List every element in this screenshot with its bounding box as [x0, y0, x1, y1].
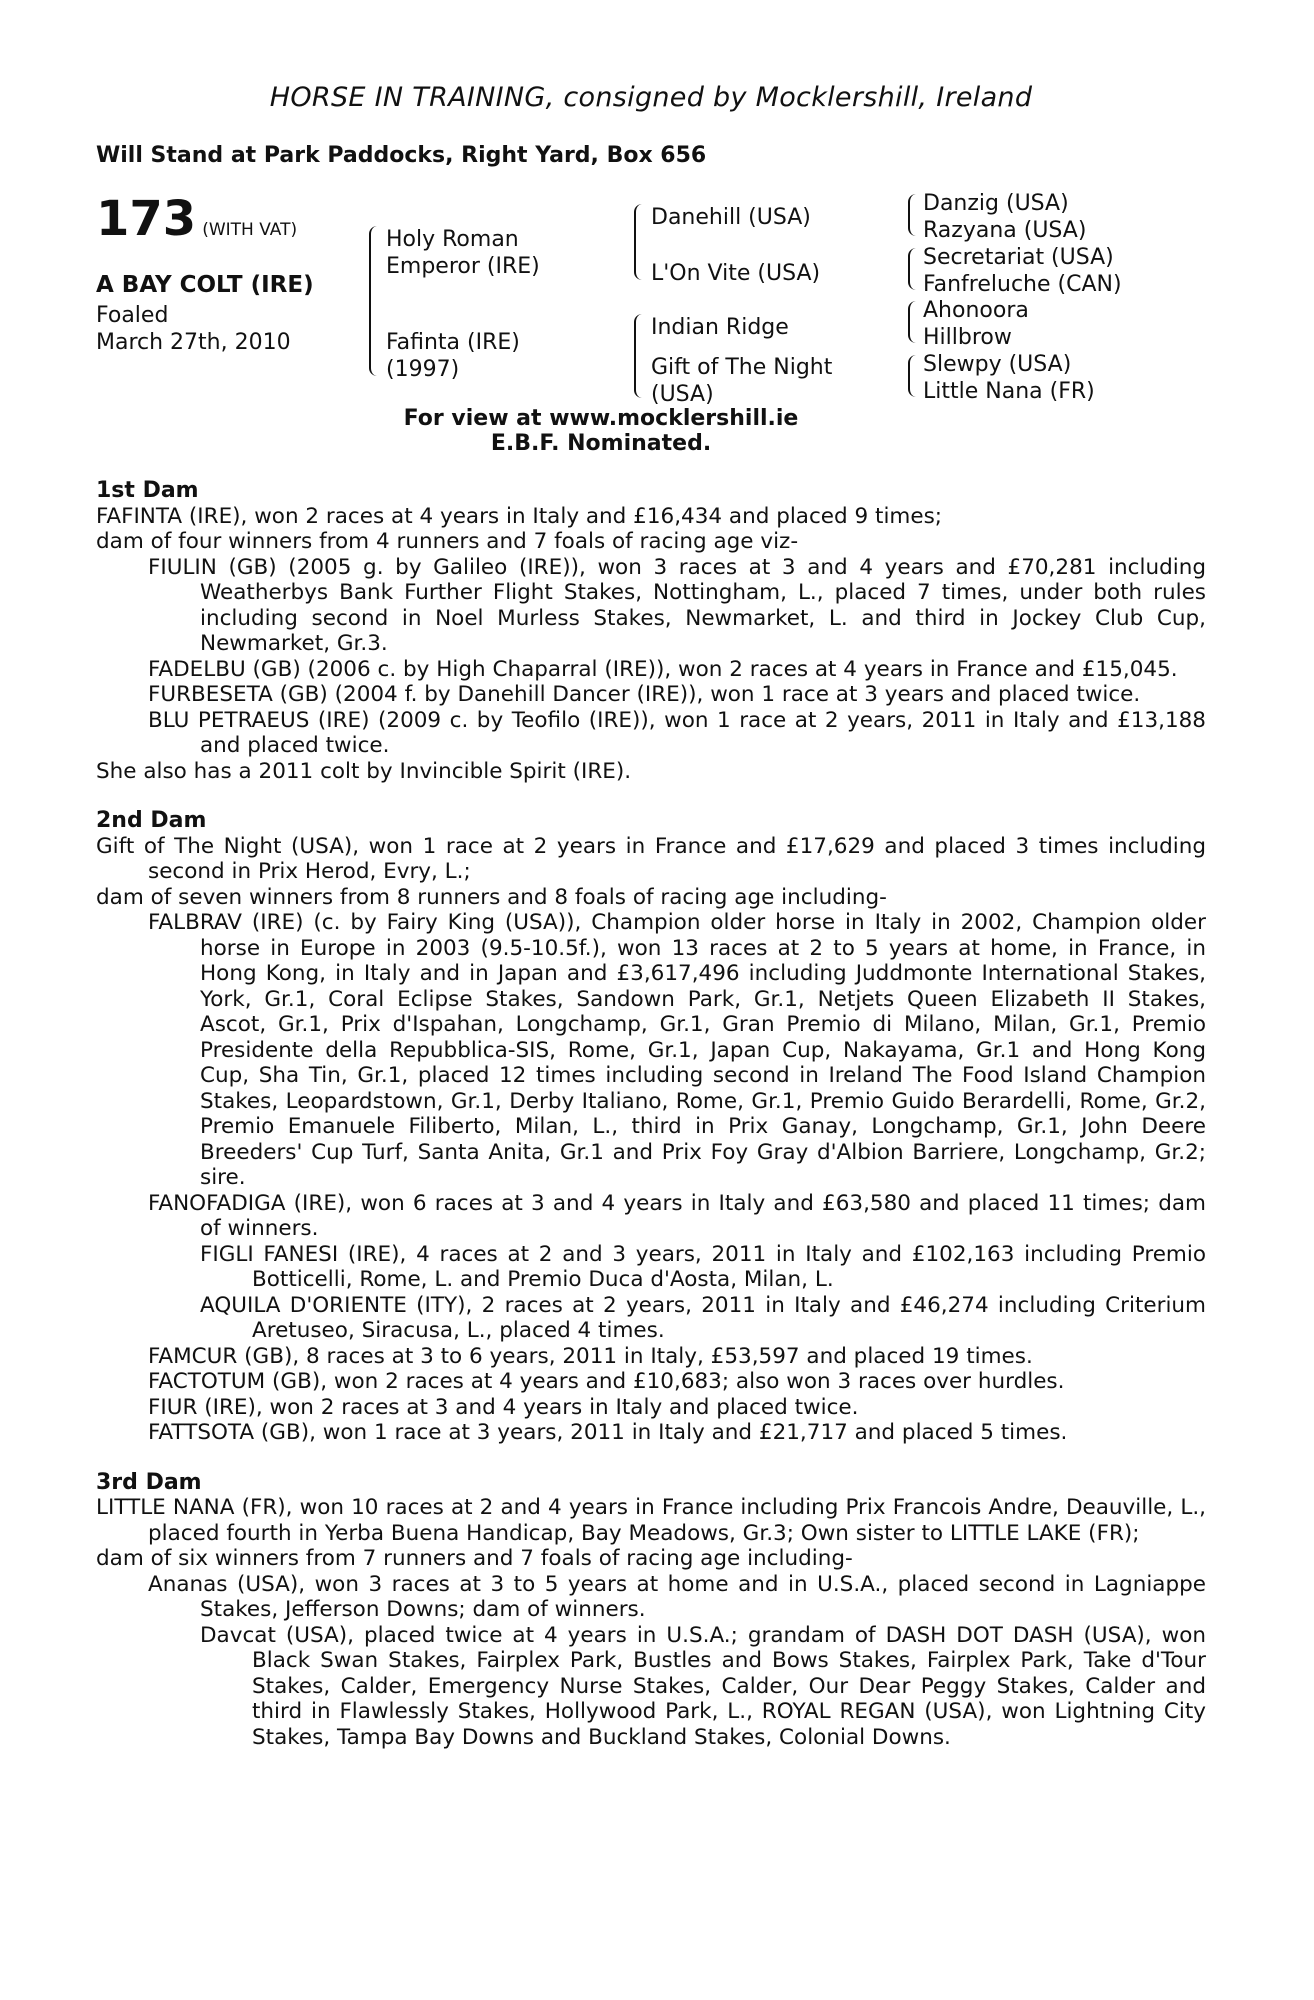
pedigree-sire-sire: Danehill (USA) — [651, 205, 811, 230]
produce-entry: AQUILA D'ORIENTE (ITY), 2 races at 2 years, 2011 in Italy and £46,274 including Criterium Aretuseo, Siracusa, L., placed 4 times. — [200, 1292, 1206, 1343]
produce-entry: FALBRAV (IRE) (c. by Fairy King (USA)), Champion older horse in Italy in 2002, Champion older horse in Europe in 2003 (9.5-10.5f.), won 13 races at 2 to 5 years at home, in France, in Hong Kong, in Italy and in Japan and £3,617,496 including Juddmonte International Stakes, York, Gr.1, Coral Eclipse Stakes, Sandown Park, Gr.1, Netjets Queen Elizabeth II Stakes, Ascot, Gr.1, Prix d'Ispahan, Longchamp, Gr.1, Gran Premio di Milano, Milan, Gr.1, Premio Presidente della Repubblica-SIS, Rome, Gr.1, Japan Cup, Nakayama, Gr.1 and Hong Kong Cup, Sha Tin, Gr.1, placed 12 times including second in Ireland The Food Island Champion Stakes, Leopardstown, Gr.1, Derby Italiano, Rome, Gr.1, Premio Guido Berardelli, Rome, Gr.2, Premio Emanuele Filiberto, Milan, L., third in Prix Ganay, Longchamp, Gr.1, John Deere Breeders' Cup Turf, Santa Anita, Gr.1 and Prix Foy Gray d'Albion Barriere, Longchamp, Gr.2; sire. — [148, 910, 1206, 1190]
pedigree-bracket — [908, 248, 917, 290]
produce-entry: FURBESETA (GB) (2004 f. by Danehill Dancer (IRE)), won 1 race at 3 years and placed twice. — [148, 682, 1141, 707]
produce-entry: FANOFADIGA (IRE), won 6 races at 3 and 4 years in Italy and £63,580 and placed 11 times; dam of winners. — [148, 1190, 1206, 1241]
dam-heading: 1st Dam — [96, 478, 199, 503]
pedigree-bracket — [634, 204, 643, 280]
pedigree-dam: Fafinta (IRE) — [386, 330, 520, 355]
pedigree-bracket — [908, 301, 917, 343]
dam-produce-summary: dam of seven winners from 8 runners and 8 foals of racing age including- — [96, 884, 887, 910]
stand-location: Will Stand at Park Paddocks, Right Yard, Box 656 — [96, 143, 707, 168]
dam-section-3 — [96, 1470, 1206, 1751]
produce-entry: FATTSOTA (GB), won 1 race at 3 years, 2011 in Italy and £21,717 and placed 5 times. — [148, 1420, 1068, 1445]
pedigree-bracket — [908, 355, 917, 397]
pedigree-bracket — [908, 194, 917, 236]
pedigree-sdd: Fanfreluche (CAN) — [923, 272, 1122, 297]
ebf-note: E.B.F. Nominated. — [490, 431, 712, 456]
dam-heading: 3rd Dam — [96, 1469, 202, 1495]
produce-entry: FIUR (IRE), won 2 races at 3 and 4 years in Italy and placed twice. — [148, 1394, 859, 1420]
produce-entry: Davcat (USA), placed twice at 4 years in U.S.A.; grandam of DASH DOT DASH (USA), won Black Swan Stakes, Fairplex Park, Bustles and Bows Stakes, Fairplex Park, Take d'Tour Stakes, Calder, Emergency Nurse Stakes, Calder, Our Dear Peggy Stakes, Calder and third in Flawlessly Stakes, Hollywood Park, L., ROYAL REGAN (USA), won Lightning City Stakes, Tampa Bay Downs and Buckland Stakes, Colonial Downs. — [200, 1622, 1206, 1750]
lot-description: A BAY COLT (IRE) — [96, 272, 314, 298]
dam-intro: FAFINTA (IRE), won 2 races at 4 years in Italy and £16,434 and placed 9 times; — [96, 503, 943, 529]
produce-entry: FADELBU (GB) (2006 c. by High Chaparral (IRE)), won 2 races at 4 years in France and £15,045. — [148, 656, 1178, 682]
foaled-date: March 27th, 2010 — [96, 330, 291, 355]
pedigree-bracket — [369, 226, 378, 376]
pedigree-ssd: Razyana (USA) — [923, 218, 1087, 243]
dam-produce-summary: dam of four winners from 4 runners and 7 foals of racing age viz- — [96, 529, 799, 554]
produce-entry: FAMCUR (GB), 8 races at 3 to 6 years, 2011 in Italy, £53,597 and placed 19 times. — [148, 1343, 1033, 1369]
produce-entry: BLU PETRAEUS (IRE) (2009 c. by Teofilo (IRE)), won 1 race at 2 years, 2011 in Italy and £13,188 and placed twice. — [148, 707, 1206, 758]
dam-section-1 — [96, 478, 1206, 784]
pedigree-bracket — [634, 314, 643, 398]
pedigree-ddd: Little Nana (FR) — [923, 379, 1095, 404]
produce-entry: FIULIN (GB) (2005 g. by Galileo (IRE)), won 3 races at 3 and 4 years and £70,281 including Weatherbys Bank Further Flight Stakes, Nottingham, L., placed 7 times, under both rules including second in Noel Murless Stakes, Newmarket, L. and third in Jockey Club Cup, Newmarket, Gr.3. — [148, 554, 1206, 656]
pedigree-dam-year: (1997) — [386, 357, 460, 382]
pedigree-dam-dam-country: (USA) — [651, 382, 714, 407]
website-link[interactable]: For view at www.mocklershill.ie — [403, 406, 799, 431]
dam-section-2 — [96, 808, 1206, 1446]
produce-entry: FIGLI FANESI (IRE), 4 races at 2 and 3 years, 2011 in Italy and £102,163 including Premio Botticelli, Rome, L. and Premio Duca d'Aosta, Milan, L. — [200, 1241, 1206, 1292]
dam-intro: LITTLE NANA (FR), won 10 races at 2 and 4 years in France including Prix Francois Andre, Deauville, L., placed fourth in Yerba Buena Handicap, Bay Meadows, Gr.3; Own sister to LITTLE LAKE (FR); — [96, 1495, 1206, 1546]
produce-entry: FACTOTUM (GB), won 2 races at 4 years and £10,683; also won 3 races over hurdles. — [148, 1369, 1065, 1394]
pedigree-sss: Danzig (USA) — [923, 191, 1069, 216]
dam-heading: 2nd Dam — [96, 808, 207, 833]
pedigree-sire: Holy Roman Emperor (IRE) — [386, 227, 540, 279]
catalogue-page — [96, 0, 1206, 1750]
pedigree-dsd: Hillbrow — [923, 325, 1012, 350]
pedigree-sire-dam: L'On Vite (USA) — [651, 261, 821, 286]
pedigree-dss: Ahonoora — [923, 298, 1029, 323]
page-title: HORSE IN TRAINING, consigned by Mocklershill, Ireland — [269, 82, 1033, 113]
vat-note: (WITH VAT) — [202, 220, 298, 240]
pedigree-dam-dam: Gift of The Night — [651, 355, 833, 380]
foaled-label: Foaled — [96, 303, 169, 328]
produce-entry: Ananas (USA), won 3 races at 3 to 5 years at home and in U.S.A., placed second in Lagniappe Stakes, Jefferson Downs; dam of winners. — [148, 1571, 1206, 1622]
pedigree-block — [96, 186, 1206, 456]
pedigree-sds: Secretariat (USA) — [923, 245, 1114, 270]
dam-intro: Gift of The Night (USA), won 1 race at 2 years in France and £17,629 and placed 3 times including second in Prix Herod, Evry, L.; — [96, 833, 1206, 884]
produce-note: She also has a 2011 colt by Invincible Spirit (IRE). — [96, 758, 632, 784]
lot-number: 173 — [96, 191, 197, 247]
pedigree-dds: Slewpy (USA) — [923, 352, 1072, 377]
view-note — [326, 406, 876, 456]
dam-produce-summary: dam of six winners from 7 runners and 7 foals of racing age including- — [96, 1546, 853, 1571]
lot-number-line — [96, 191, 298, 247]
pedigree-dam-sire: Indian Ridge — [651, 315, 789, 340]
